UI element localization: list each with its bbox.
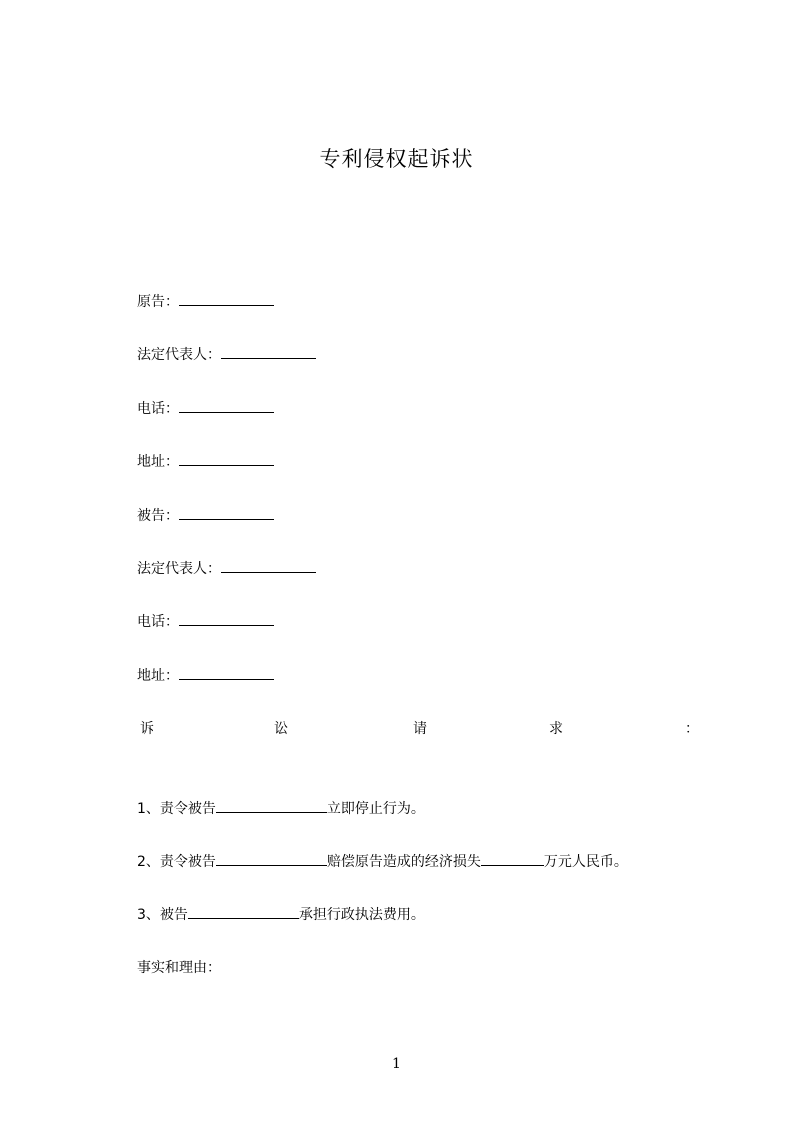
claims-heading-char: 讼 [274, 721, 288, 737]
defendant-phone-blank[interactable] [179, 611, 274, 626]
plaintiff-address-label: 地址： [137, 454, 179, 470]
claim-2-defendant-blank[interactable] [216, 851, 327, 866]
defendant-rep-label: 法定代表人： [137, 561, 221, 577]
defendant-address-blank[interactable] [179, 665, 274, 680]
defendant-name-blank[interactable] [179, 505, 274, 520]
document-title: 专利侵权起诉状 [319, 147, 474, 171]
claim-2-prefix: 2、责令被告 [137, 854, 216, 870]
claim-3-suffix: 承担行政执法费用。 [298, 907, 425, 923]
defendant-address-label: 地址： [137, 668, 179, 684]
defendant-phone-line [137, 611, 274, 632]
page-number: 1 [392, 1056, 401, 1072]
plaintiff-name-line [137, 291, 274, 312]
defendant-phone-label: 电话： [137, 614, 179, 630]
plaintiff-rep-blank[interactable] [221, 344, 316, 359]
plaintiff-name-blank[interactable] [179, 291, 274, 306]
claim-3 [137, 904, 425, 925]
plaintiff-rep-line [137, 344, 316, 365]
plaintiff-address-blank[interactable] [179, 451, 274, 466]
plaintiff-rep-label: 法定代表人： [137, 347, 221, 363]
claim-2-middle: 赔偿原告造成的经济损失 [326, 854, 481, 870]
facts-and-reasons-label: 事实和理由： [137, 960, 221, 976]
claim-3-prefix: 3、被告 [137, 907, 188, 923]
claim-1-prefix: 1、责令被告 [137, 801, 216, 817]
defendant-address-line [137, 665, 274, 686]
defendant-name-line [137, 505, 274, 526]
plaintiff-name-label: 原告： [137, 294, 179, 310]
claim-2-suffix: 万元人民币。 [543, 854, 628, 870]
claims-heading-char: ： [685, 721, 699, 737]
claims-heading-char: 请 [413, 721, 427, 737]
claims-heading-char: 诉 [140, 721, 154, 737]
plaintiff-phone-line [137, 398, 274, 419]
claim-3-blank[interactable] [188, 904, 299, 919]
claim-2-amount-blank[interactable] [481, 851, 544, 866]
claims-heading [137, 718, 697, 738]
claim-1-blank[interactable] [216, 798, 327, 813]
plaintiff-address-line [137, 451, 274, 472]
defendant-rep-line [137, 558, 316, 579]
claim-2 [137, 851, 628, 872]
defendant-name-label: 被告： [137, 508, 179, 524]
claim-1-suffix: 立即停止行为。 [326, 801, 425, 817]
plaintiff-phone-label: 电话： [137, 401, 179, 417]
defendant-rep-blank[interactable] [221, 558, 316, 573]
claims-heading-char: 求 [549, 721, 563, 737]
claim-1 [137, 798, 425, 819]
plaintiff-phone-blank[interactable] [179, 398, 274, 413]
